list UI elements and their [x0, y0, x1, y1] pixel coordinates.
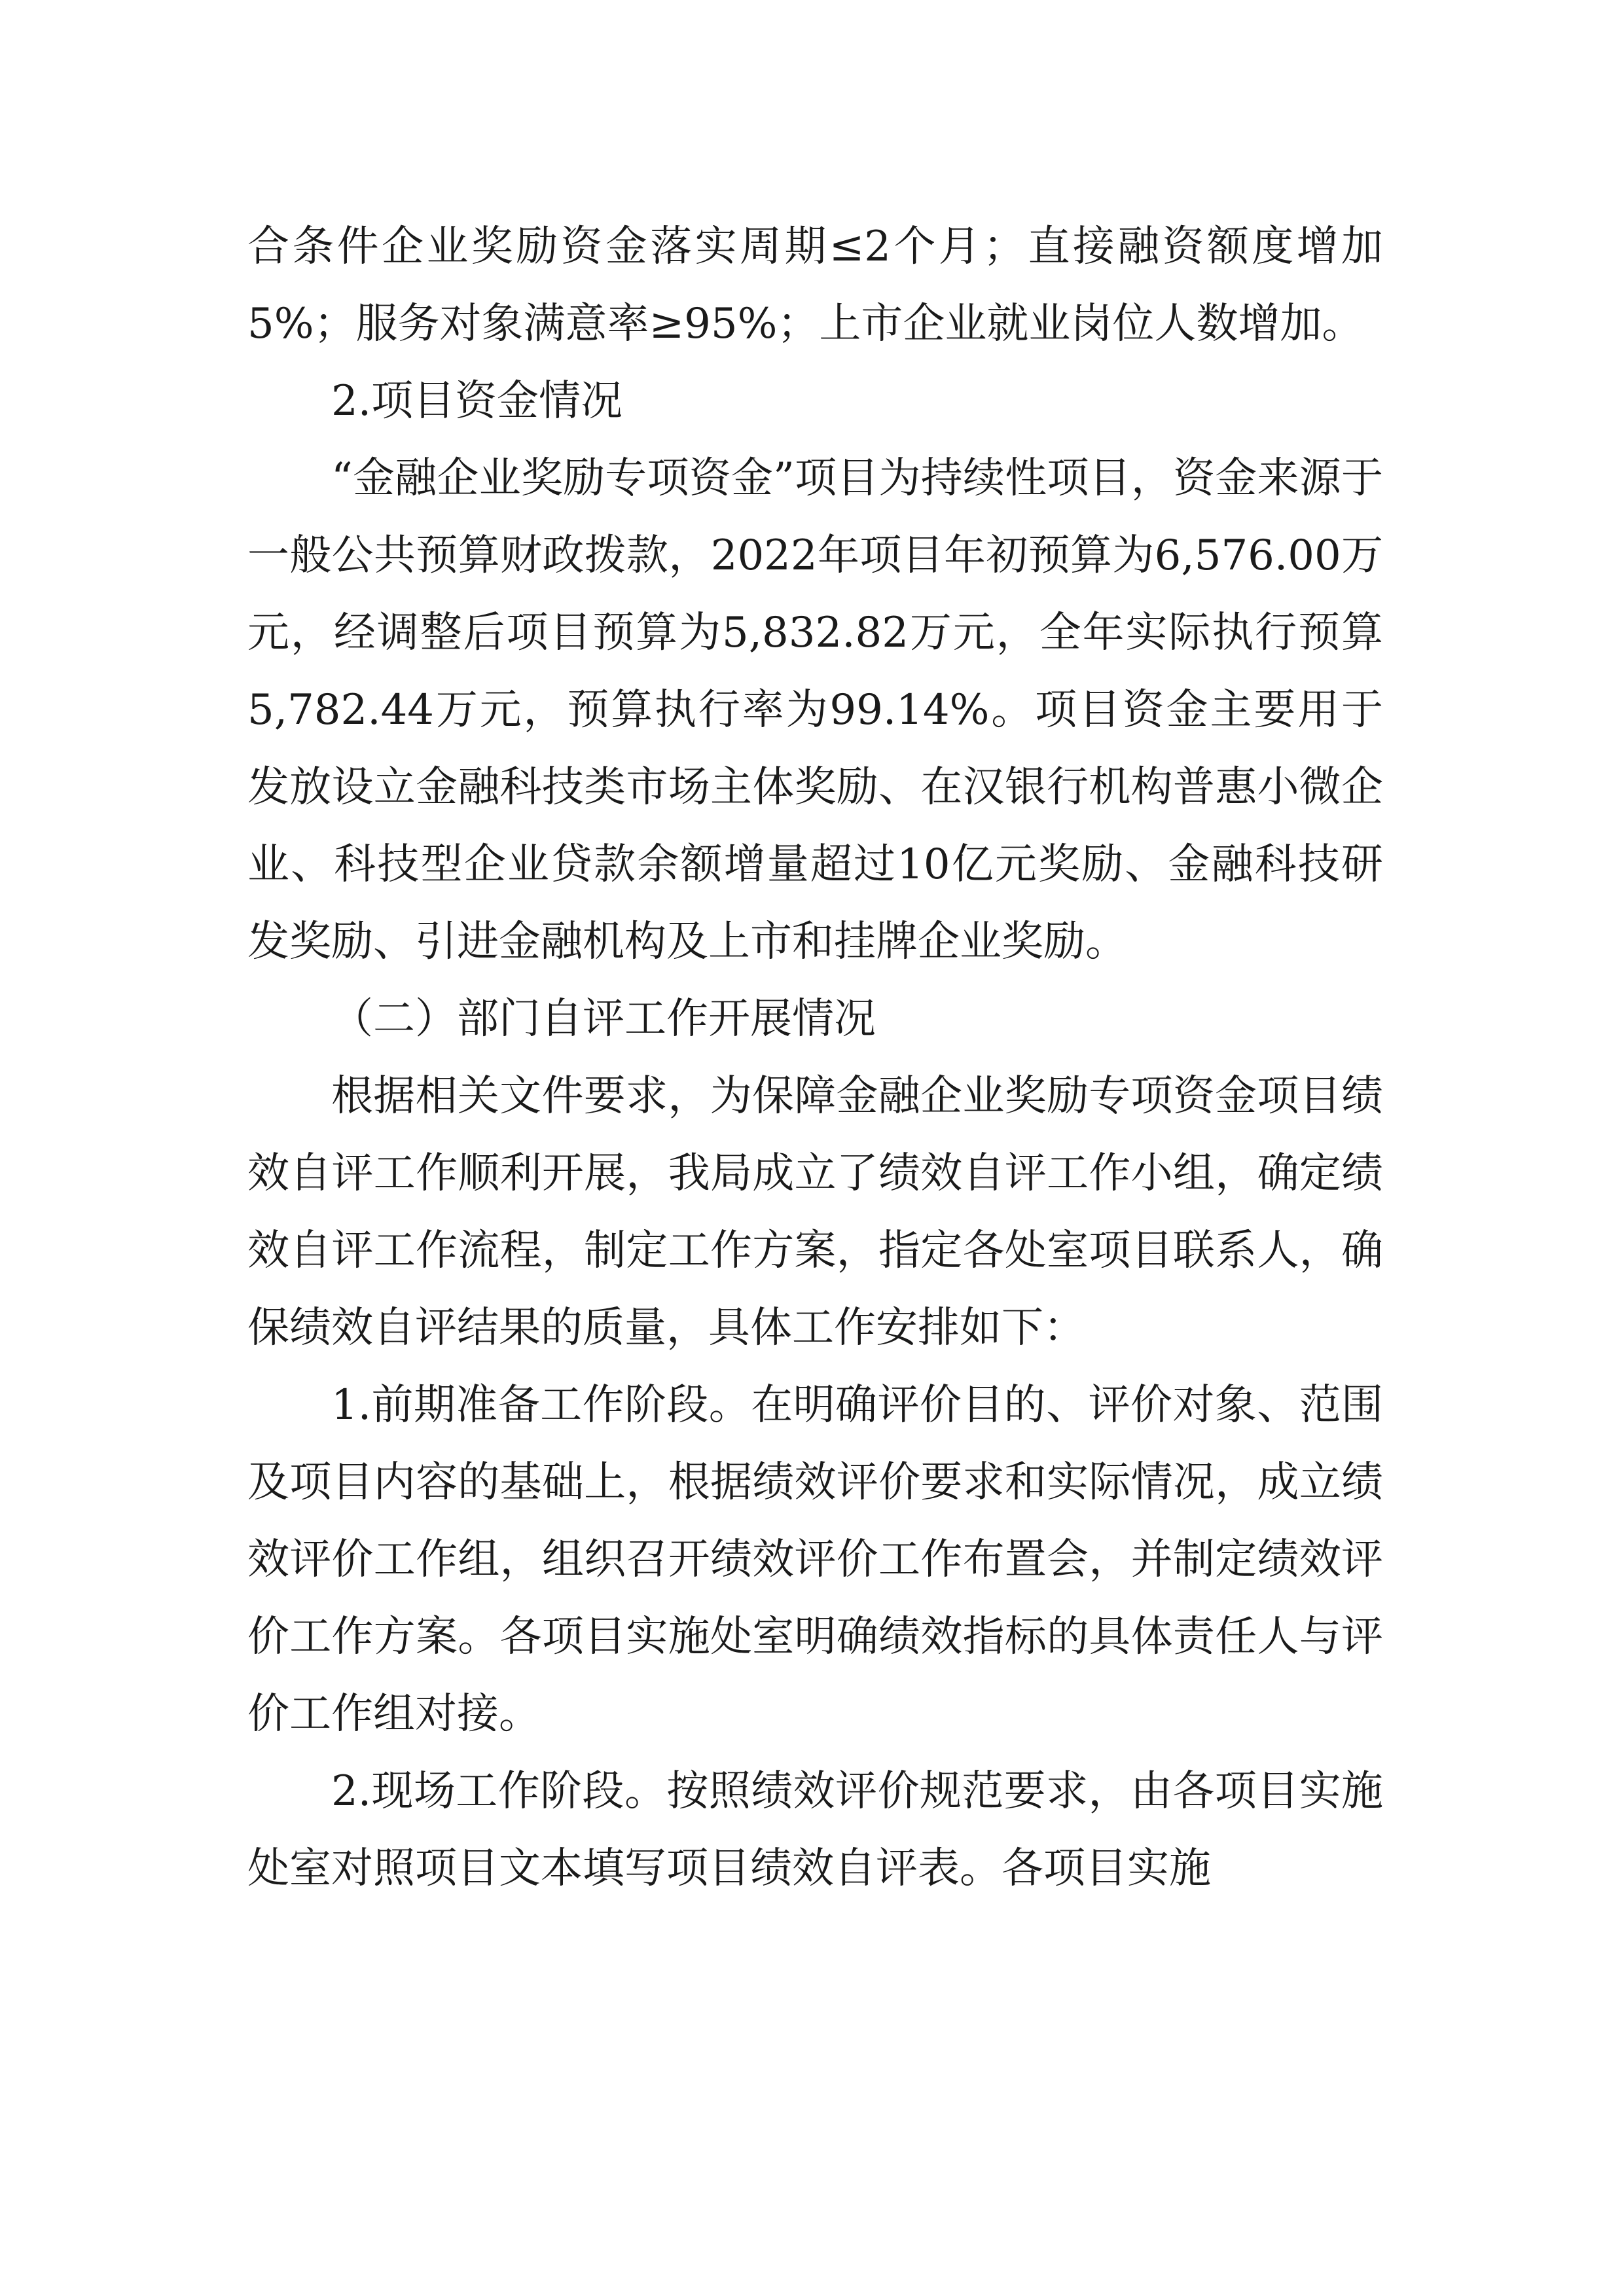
heading-project-funding: 2.项目资金情况 [331, 377, 623, 425]
paragraph-performance-targets: 合条件企业奖励资金落实周期≤2个月；直接融资额度增加5%；服务对象满意率≥95%；上市企业就业岗位人数增加。 [247, 223, 1383, 348]
paragraph-onsite-stage: 2.现场工作阶段。按照绩效评价规范要求，由各项目实施处室对照项目文本填写项目绩效自评表。各项目实施 [247, 1767, 1383, 1893]
paragraph-self-evaluation-intro: 根据相关文件要求，为保障金融企业奖励专项资金项目绩效自评工作顺利开展，我局成立了绩效自评工作小组，确定绩效自评工作流程，制定工作方案，指定各处室项目联系人，确保绩效自评结果的质量，具体工作安排如下： [247, 1072, 1383, 1352]
heading-self-evaluation: （二）部门自评工作开展情况 [331, 995, 876, 1043]
document-body [247, 208, 1383, 1907]
paragraph-funding-details: “金融企业奖励专项资金”项目为持续性项目，资金来源于一般公共预算财政拨款，2022年项目年初预算为6,576.00万元，经调整后项目预算为5,832.82万元，全年实际执行预算5,782.44万元，预算执行率为99.14%。项目资金主要用于发放设立金融科技类市场主体奖励、在汉银行机构普惠小微企业、科技型企业贷款余额增量超过10亿元奖励、金融科技研发奖励、引进金融机构及上市和挂牌企业奖励。 [247, 454, 1383, 966]
paragraph-preparation-stage: 1.前期准备工作阶段。在明确评价目的、评价对象、范围及项目内容的基础上，根据绩效评价要求和实际情况，成立绩效评价工作组，组织召开绩效评价工作布置会，并制定绩效评价工作方案。各项目实施处室明确绩效指标的具体责任人与评价工作组对接。 [247, 1381, 1383, 1738]
